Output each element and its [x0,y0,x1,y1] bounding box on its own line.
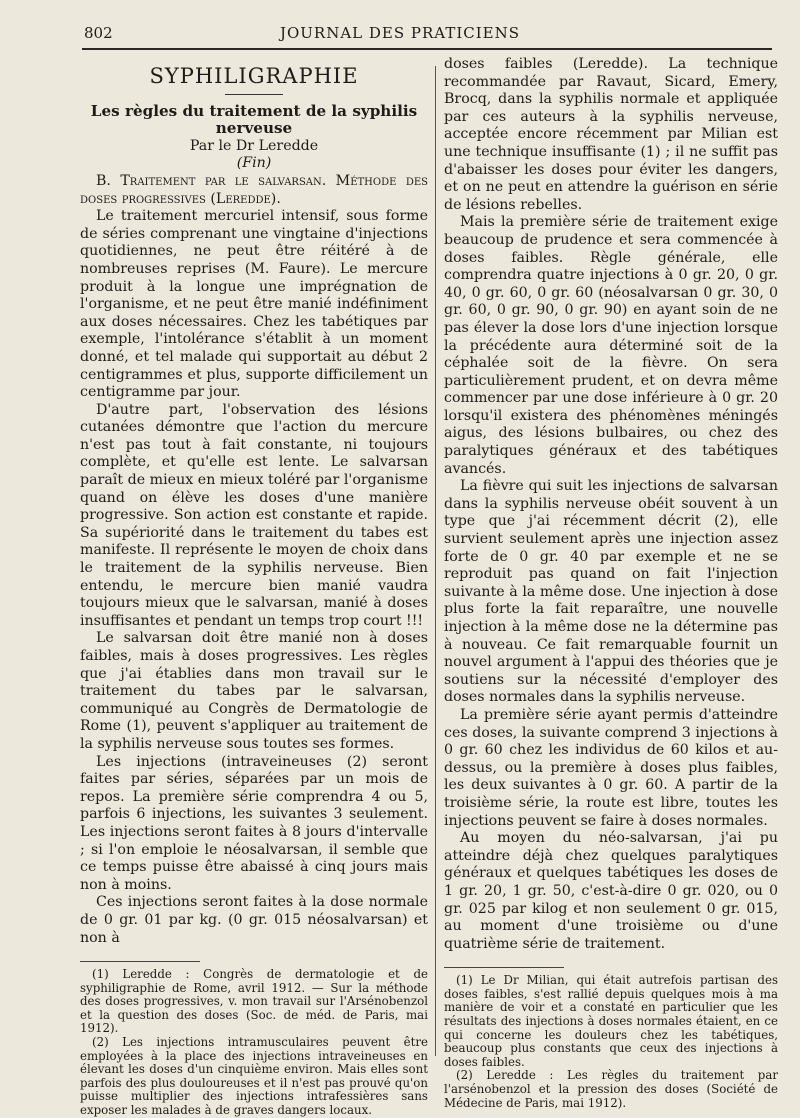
article-byline: Par le Dr Leredde [189,137,319,154]
left-footnotes [80,968,428,1118]
right-column [444,56,778,1110]
paragraph: Les injections (intraveineuses (2) seront faites par séries, séparées par un mois de repos. La première série comprendra 4 ou 5, parfois 6 injections, les suivantes 3 seulement. Les injections seront faites à 8 jours d'intervalle ; si l'on emploie le néosalvarsan, il semble que ce temps puisse être abaissé à cinq jours mais non à moins. [80,753,428,893]
footnote: (1) Leredde : Congrès de dermatologie et de syphiligraphie de Rome, avril 1912. — Sur la méthode des doses progressives, v. mon travail sur l'Arsénobenzol et la question des doses (Soc. de méd. de Paris, mai 1912). [80,967,428,1036]
article-continued: (Fin) [236,155,272,172]
section-title: SYPHILIGRAPHIE [149,64,359,88]
right-footnotes [444,974,778,1110]
footnote: (2) Leredde : Les règles du traitement par l'arsénobenzol et la pression des doses (Société de Médecine de Paris, mai 1912). [444,1068,778,1110]
header-rule [82,48,772,50]
paragraph: Mais la première série de traitement exige beaucoup de prudence et sera commencée à doses faibles. Règle générale, elle comprendra quatre injections à 0 gr. 20, 0 gr. 40, 0 gr. 60, 0 gr. 60 (néosalvarsan 0 gr. 30, 0 gr. 60, 0 gr. 90, 0 gr. 90) en ayant soin de ne pas élever la dose lors d'une injection lorsque la précédente aura déterminé soit de la céphalée soit de la fièvre. On sera particulièrement prudent, et on devra même commencer par une dose inférieure à 0 gr. 20 lorsqu'il existera des phénomènes méningés aigus, des lésions bulbaires, ou chez des paralytiques généraux et des tabétiques avancés. [444,214,778,477]
journal-title: JOURNAL DES PRATICIENS [279,24,521,42]
footnote: (1) Le Dr Milian, qui était autrefois partisan des doses faibles, s'est rallié depuis quelques mois à ma manière de voir et a constaté en particulier que les résultats des injections à doses normales étaient, en ce qui concerne les douleurs chez les tabétiques, beaucoup plus constants que ceux des injections à doses faibles. [444,973,778,1069]
paragraph: doses faibles (Leredde). La technique recommandée par Ravaut, Sicard, Emery, Brocq, dans la syphilis normale et appliquée par ces auteurs à la syphilis nerveuse, acceptée encore récemment par Milian est une technique insuffisante (1) ; il ne suffit pas d'abaisser les doses pour éviter les dangers, et on ne peut en attendre la guérison en série de lésions rebelles. [444,56,778,213]
running-header [0,22,800,44]
article-title: Les règles du traitement de la syphilis nerveuse [90,101,418,138]
paragraph: La première série ayant permis d'atteindre ces doses, la suivante comprend 3 injections à 0 gr. 60 chez les individus de 60 kilos et au-dessus, ou la première à doses plus faibles, les deux suivantes à 0 gr. 60. A partir de la troisième série, la route est libre, toutes les injections peuvent se faire à doses normales. [444,706,778,829]
footnote-rule [444,967,564,968]
paragraph: B. Traitement par le salvarsan. Méthode des doses progressives (Leredde). [80,172,428,207]
section-rule [225,94,283,95]
column-divider [435,66,436,1056]
paragraph: Le salvarsan doit être manié non à doses faibles, mais à doses progressives. Les règles que j'ai établies dans mon travail sur le traitement du tabes par le salvarsan, communiqué au Congrès de Dermatologie de Rome (1), peuvent s'appliquer au traitement de la syphilis nerveuse sous toutes ses formes. [80,630,428,752]
paragraph: D'autre part, l'observation des lésions cutanées démontre que l'action du mercure n'est pas tout à fait constante, ni toujours complète, et qu'elle est lente. Le salvarsan paraît de mieux en mieux toléré par l'organisme quand on élève les doses d'une manière progressive. Son action est constante et rapide. Sa supériorité dans le traitement du tabes est manifeste. Il représente le moyen de choix dans le traitement de la syphilis nerveuse. Bien entendu, le mercure bien manié vaudra toujours mieux que le salvarsan, manié à doses insuffisantes et pendant un temps trop court !!! [80,401,428,629]
footnote: (2) Les injections intramusculaires peuvent être employées à la place des injections intraveineuses en élevant les doses d'un cinquième environ. Mais elles sont parfois des plus douloureuses et il n'est pas prouvé qu'on puisse multiplier des injections intrafessières sans exposer les malades à de graves dangers locaux. [80,1035,428,1118]
paragraph: Ces injections seront faites à la dose normale de 0 gr. 01 par kg. (0 gr. 015 néosalvarsan) et non à [80,894,428,946]
paragraph: La fièvre qui suit les injections de salvarsan dans la syphilis nerveuse obéit souvent à un type que j'ai récemment décrit (2), elle survient seulement après une injection assez forte de 0 gr. 40 par exemple et ne se reproduit pas quand on fait l'injection suivante à la même dose. Une injection à dose plus forte la fait reparaître, une nouvelle injection à la même dose ne la détermine pas à nouveau. Ce fait remarquable fournit un nouvel argument à l'appui des théories que je soutiens sur la nécessité d'employer des doses normales dans la syphilis nerveuse. [444,478,778,706]
paragraph: Le traitement mercuriel intensif, sous forme de séries comprenant une vingtaine d'injections quotidiennes, ne peut être réitéré à de nombreuses reprises (M. Faure). Le mercure produit à la longue une imprégnation de l'organisme, et ne peut être manié indéfiniment aux doses nécessaires. Chez les tabétiques par exemple, l'intolérance s'établit à un moment donné, et tel malade qui supportait au début 2 centigrammes et plus, supporte difficilement un centigramme par jour. [80,208,428,401]
page-number: 802 [84,24,113,42]
footnote-rule [80,961,200,962]
paragraph: Au moyen du néo-salvarsan, j'ai pu atteindre déjà chez quelques paralytiques généraux et quelques tabétiques les doses de 1 gr. 20, 1 gr. 50, c'est-à-dire 0 gr. 020, ou 0 gr. 025 par kilog et non seulement 0 gr. 015, au moment d'une troisième ou d'une quatrième série de traitement. [444,830,778,952]
left-column [80,56,428,1118]
